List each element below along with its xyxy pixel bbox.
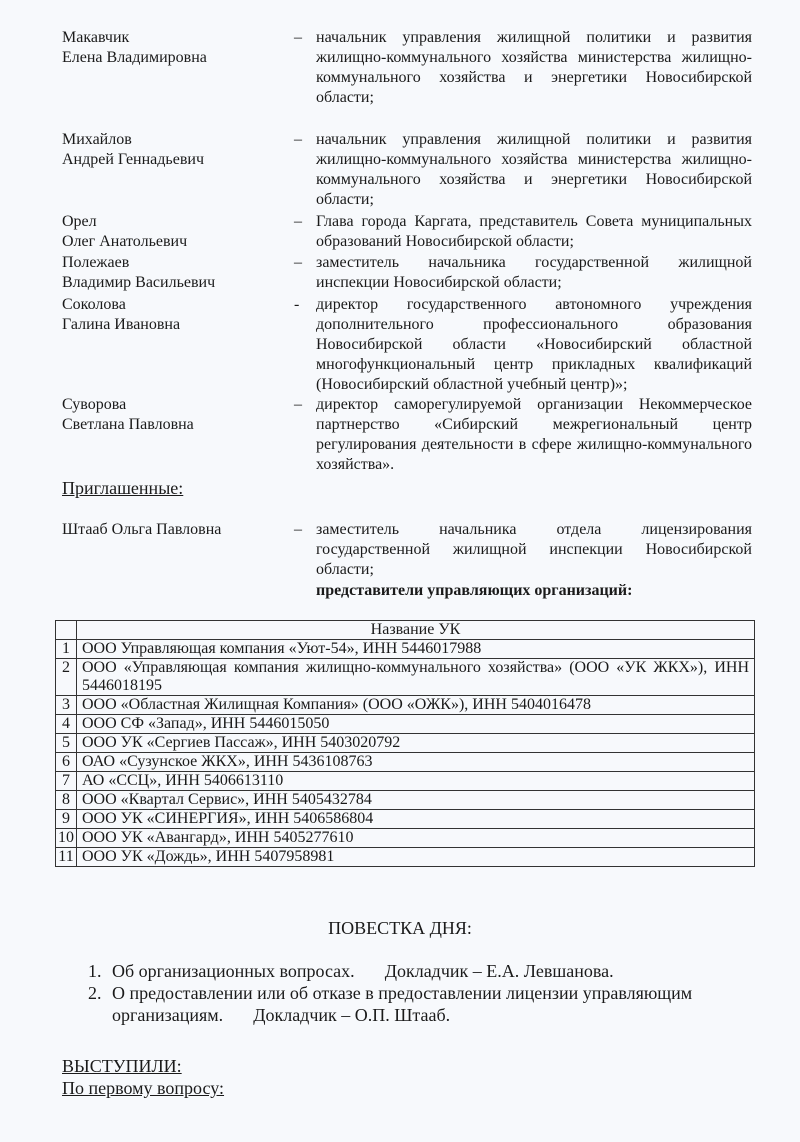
dash: – bbox=[294, 131, 302, 148]
row-name: ОАО «Сузунское ЖКХ», ИНН 5436108763 bbox=[77, 753, 755, 772]
member-entry bbox=[62, 395, 752, 475]
table-row bbox=[56, 659, 755, 696]
member-entry bbox=[62, 253, 752, 293]
row-name: ООО «Областная Жилищная Компания» (ООО «ОЖК»), ИНН 5404016478 bbox=[77, 696, 755, 715]
row-num: 11 bbox=[56, 848, 77, 867]
row-num: 6 bbox=[56, 753, 77, 772]
row-num: 8 bbox=[56, 791, 77, 810]
member-name: Полежаев Владимир Васильевич bbox=[62, 254, 216, 291]
dash: – bbox=[294, 521, 302, 538]
row-num: 9 bbox=[56, 810, 77, 829]
table-row bbox=[56, 772, 755, 791]
row-name: ООО «Управляющая компания жилищно-коммунального хозяйства» (ООО «УК ЖКХ»), ИНН 5446018195 bbox=[77, 659, 755, 696]
table-row bbox=[56, 791, 755, 810]
member-description: начальник управления жилищной политики и развития жилищно-коммунального хозяйства министерства жилищно-коммунального хозяйства и энергетики Новосибирской области; bbox=[316, 29, 752, 106]
member-description: директор государственного автономного учреждения дополнительного профессионального образования Новосибирской области «Новосибирский областной многофункциональный центр прикладных квалификаций (Новосибирский областной учебный центр)»; bbox=[316, 296, 752, 393]
table-row bbox=[56, 696, 755, 715]
member-entry bbox=[62, 212, 752, 252]
row-num: 3 bbox=[56, 696, 77, 715]
row-num: 4 bbox=[56, 715, 77, 734]
representatives-label: представители управляющих организаций: bbox=[316, 582, 633, 599]
dash: – bbox=[294, 213, 302, 230]
member-entry bbox=[62, 295, 752, 395]
row-name: ООО «Квартал Сервис», ИНН 5405432784 bbox=[77, 791, 755, 810]
member-description: Глава города Каргата, представитель Совета муниципальных образований Новосибирской области; bbox=[316, 213, 752, 250]
header-name-cell: Название УК bbox=[77, 621, 755, 640]
row-name: ООО УК «Сергиев Пассаж», ИНН 5403020792 bbox=[77, 734, 755, 753]
agenda-item bbox=[88, 982, 788, 1026]
row-name: ООО СФ «Запад», ИНН 5446015050 bbox=[77, 715, 755, 734]
header-num-cell bbox=[56, 621, 77, 640]
row-name: ООО УК «Дождь», ИНН 5407958981 bbox=[77, 848, 755, 867]
member-entry bbox=[62, 28, 752, 108]
table-row bbox=[56, 640, 755, 659]
agenda-list bbox=[88, 960, 788, 1026]
agenda-text: О предоставлении или об отказе в предоставлении лицензии управляющим организациям. bbox=[112, 983, 693, 1025]
agenda-title: ПОВЕСТКА ДНЯ: bbox=[328, 918, 472, 938]
agenda-item bbox=[88, 960, 788, 982]
row-name: ООО УК «СИНЕРГИЯ», ИНН 5406586804 bbox=[77, 810, 755, 829]
member-entry bbox=[62, 130, 752, 210]
member-description: директор саморегулируемой организации Некоммерческое партнерство «Сибирский межрегиональный центр регулирования деятельности в сфере жилищно-коммунального хозяйства». bbox=[316, 396, 752, 473]
dash: – bbox=[294, 396, 302, 413]
spoke-section bbox=[62, 1055, 224, 1099]
table-row bbox=[56, 848, 755, 867]
dash: – bbox=[294, 254, 302, 271]
row-num: 10 bbox=[56, 829, 77, 848]
uk-table bbox=[55, 620, 755, 867]
member-name: Михайлов Андрей Геннадьевич bbox=[62, 131, 204, 168]
invited-description: заместитель начальника отдела лицензирования государственной жилищной инспекции Новосибирской области; bbox=[316, 521, 752, 578]
agenda-num: 1. bbox=[88, 961, 102, 981]
table-row bbox=[56, 810, 755, 829]
table-row bbox=[56, 715, 755, 734]
row-name: АО «ССЦ», ИНН 5406613110 bbox=[77, 772, 755, 791]
row-num: 1 bbox=[56, 640, 77, 659]
agenda-speaker: Докладчик – О.П. Штааб. bbox=[253, 1005, 451, 1025]
table-header-row bbox=[56, 621, 755, 640]
agenda-text: Об организационных вопросах. bbox=[112, 961, 355, 981]
row-num: 2 bbox=[56, 659, 77, 696]
row-num: 7 bbox=[56, 772, 77, 791]
table-row bbox=[56, 829, 755, 848]
invited-entry bbox=[62, 520, 752, 580]
member-name: Суворова Светлана Павловна bbox=[62, 396, 194, 433]
dash: - bbox=[294, 296, 300, 313]
member-name: Соколова Галина Ивановна bbox=[62, 296, 181, 333]
table-row bbox=[56, 734, 755, 753]
invited-name: Штааб Ольга Павловна bbox=[62, 521, 222, 538]
row-name: ООО УК «Авангард», ИНН 5405277610 bbox=[77, 829, 755, 848]
table-row bbox=[56, 753, 755, 772]
invited-heading: Приглашенные: bbox=[62, 478, 184, 498]
agenda-speaker: Докладчик – Е.А. Левшанова. bbox=[384, 961, 614, 981]
spoke-heading: ВЫСТУПИЛИ: bbox=[62, 1056, 182, 1076]
agenda-num: 2. bbox=[88, 983, 102, 1003]
member-description: начальник управления жилищной политики и развития жилищно-коммунального хозяйства министерства жилищно-коммунального хозяйства и энергетики Новосибирской области; bbox=[316, 131, 752, 208]
dash: – bbox=[294, 29, 302, 46]
member-description: заместитель начальника государственной жилищной инспекции Новосибирской области; bbox=[316, 254, 752, 291]
row-num: 5 bbox=[56, 734, 77, 753]
member-name: Орел Олег Анатольевич bbox=[62, 213, 188, 250]
row-name: ООО Управляющая компания «Уют-54», ИНН 5446017988 bbox=[77, 640, 755, 659]
member-name: Макавчик Елена Владимировна bbox=[62, 29, 207, 66]
spoke-subheading: По первому вопросу: bbox=[62, 1078, 225, 1098]
